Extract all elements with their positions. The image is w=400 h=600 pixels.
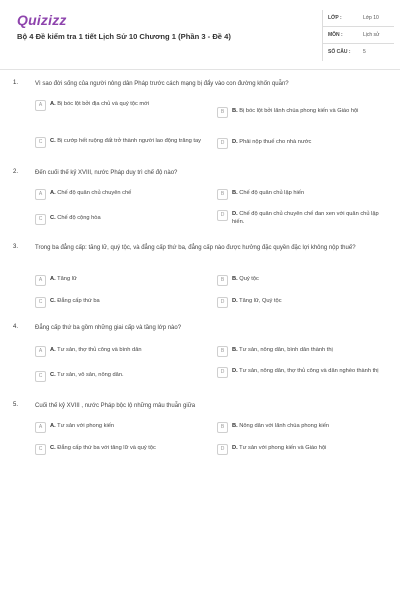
option-letter-box: A [35, 189, 46, 200]
option-text: Tư sản, thợ thủ công và bình dân [57, 347, 142, 353]
option-text: Tư sản, nông dân, bình dân thành thị [239, 347, 333, 353]
option-letter-box: D [217, 444, 228, 455]
option-letter-box: A [35, 100, 46, 111]
info-table [322, 10, 394, 61]
option-letter-box: B [217, 107, 228, 118]
info-label: SỐ CÂU : [328, 49, 351, 55]
option-letter-box: B [217, 189, 228, 200]
option-prefix: B. [232, 423, 238, 429]
option-prefix: C. [50, 298, 56, 304]
option-prefix: B. [232, 190, 238, 196]
option-text: Tư sản với phong kiến và Giáo hội [239, 445, 327, 451]
question-text: Đến cuối thế kỷ XVIII, nước Pháp duy trì chế độ nào? [35, 170, 178, 176]
option-letter-box: D [217, 297, 228, 308]
option-letter-box: C [35, 214, 46, 225]
header-divider [0, 69, 400, 70]
option-prefix: A. [50, 423, 56, 429]
option-prefix: D. [232, 298, 238, 304]
option-letter-box: A [35, 275, 46, 286]
info-label: LỚP : [328, 15, 342, 21]
option-letter-box: C [35, 137, 46, 148]
option-prefix: A. [50, 276, 56, 282]
option-text: Chế độ quân chủ lập hiến [239, 190, 305, 196]
info-row-subject [322, 27, 394, 44]
info-label: MÔN : [328, 32, 343, 38]
option-prefix: B. [232, 276, 238, 282]
option-letter-box: A [35, 422, 46, 433]
option-prefix: C. [50, 445, 56, 451]
question-number: 1. [13, 80, 19, 86]
option-text: Phải nộp thuế cho nhà nước [239, 139, 312, 145]
option-letter-box: C [35, 371, 46, 382]
option-letter-box: A [35, 346, 46, 357]
option-text: Chế độ quân chủ chuyên chế đan xen với quân chủ lập hiến. [232, 211, 379, 225]
option-letter-box: C [35, 444, 46, 455]
option-prefix: D. [232, 368, 238, 374]
option-letter-box: B [217, 422, 228, 433]
option-prefix: C. [50, 372, 56, 378]
option-letter-box: B [217, 275, 228, 286]
option-text: Bị bóc lột bởi địa chủ và quý tộc mới [57, 101, 150, 107]
option-letter-box: B [217, 346, 228, 357]
option-prefix: D. [232, 211, 238, 217]
option-prefix: A. [50, 101, 56, 107]
option-text: Bị bóc lột bởi lãnh chúa phong kiến và Giáo hội [239, 108, 359, 114]
option-text: Tư sản, vô sản, nông dân. [57, 372, 124, 378]
info-value: 5 [363, 49, 366, 55]
option-prefix: A. [50, 190, 56, 196]
option-text: Tăng lữ [57, 276, 77, 282]
info-value: Lớp 10 [363, 15, 379, 21]
option-letter-box: D [217, 138, 228, 149]
question-text: Đẳng cấp thứ ba gồm những giai cấp và tầng lớp nào? [35, 325, 182, 331]
question-number: 5. [13, 402, 19, 408]
option-prefix: D. [232, 139, 238, 145]
question-number: 3. [13, 244, 19, 250]
option-prefix: B. [232, 108, 238, 114]
option-prefix: B. [232, 347, 238, 353]
option-text: Tư sản, nông dân, thợ thủ công và dân nghèo thành thị [239, 368, 379, 374]
worksheet-header [0, 0, 400, 62]
question-number: 2. [13, 169, 19, 175]
option-text: Chế độ quân chủ chuyên chế [57, 190, 132, 196]
question-text: Cuối thế kỷ XVIII , nước Pháp bộc lộ những mâu thuẫn giữa [35, 403, 196, 409]
info-value: Lịch sử [363, 32, 380, 38]
option-text: Đẳng cấp thứ ba với tăng lữ và quý tộc [57, 445, 156, 451]
option-text: Nông dân với lãnh chúa phong kiến [239, 423, 330, 429]
question-number: 4. [13, 324, 19, 330]
option-letter-box: C [35, 297, 46, 308]
option-text: Đẳng cấp thứ ba [57, 298, 100, 304]
option-text: Tăng lữ, Quý tộc [239, 298, 282, 304]
option-prefix: C. [50, 215, 56, 221]
option-prefix: C. [50, 138, 56, 144]
option-letter-box: D [217, 367, 228, 378]
question-text: Vì sao đời sống của người nông dân Pháp trước cách mạng bị đẩy vào con đường khốn quẫn? [35, 81, 289, 87]
option-text: Chế độ cộng hòa [57, 215, 101, 221]
option-text: Tư sản với phong kiến [57, 423, 115, 429]
option-prefix: D. [232, 445, 238, 451]
worksheet-title: Bộ 4 Đề kiểm tra 1 tiết Lịch Sử 10 Chương 1 (Phần 3 - Đề 4) [17, 32, 231, 41]
option-text: Quý tộc [239, 276, 259, 282]
option-prefix: A. [50, 347, 56, 353]
info-row-question-count [322, 44, 394, 61]
option-text: Bị cướp hết ruộng đất trở thành người lao động trăng tay [57, 138, 201, 144]
option-letter-box: D [217, 210, 228, 221]
info-row-class [322, 10, 394, 27]
question-text: Trong ba đẳng cấp: tăng lữ, quý tộc, và đẳng cấp thứ ba, đẳng cấp nào được hưởng đặc quyền đặc lợi không nộp thuế? [35, 245, 356, 251]
quizizz-logo: Quizizz [17, 12, 67, 28]
